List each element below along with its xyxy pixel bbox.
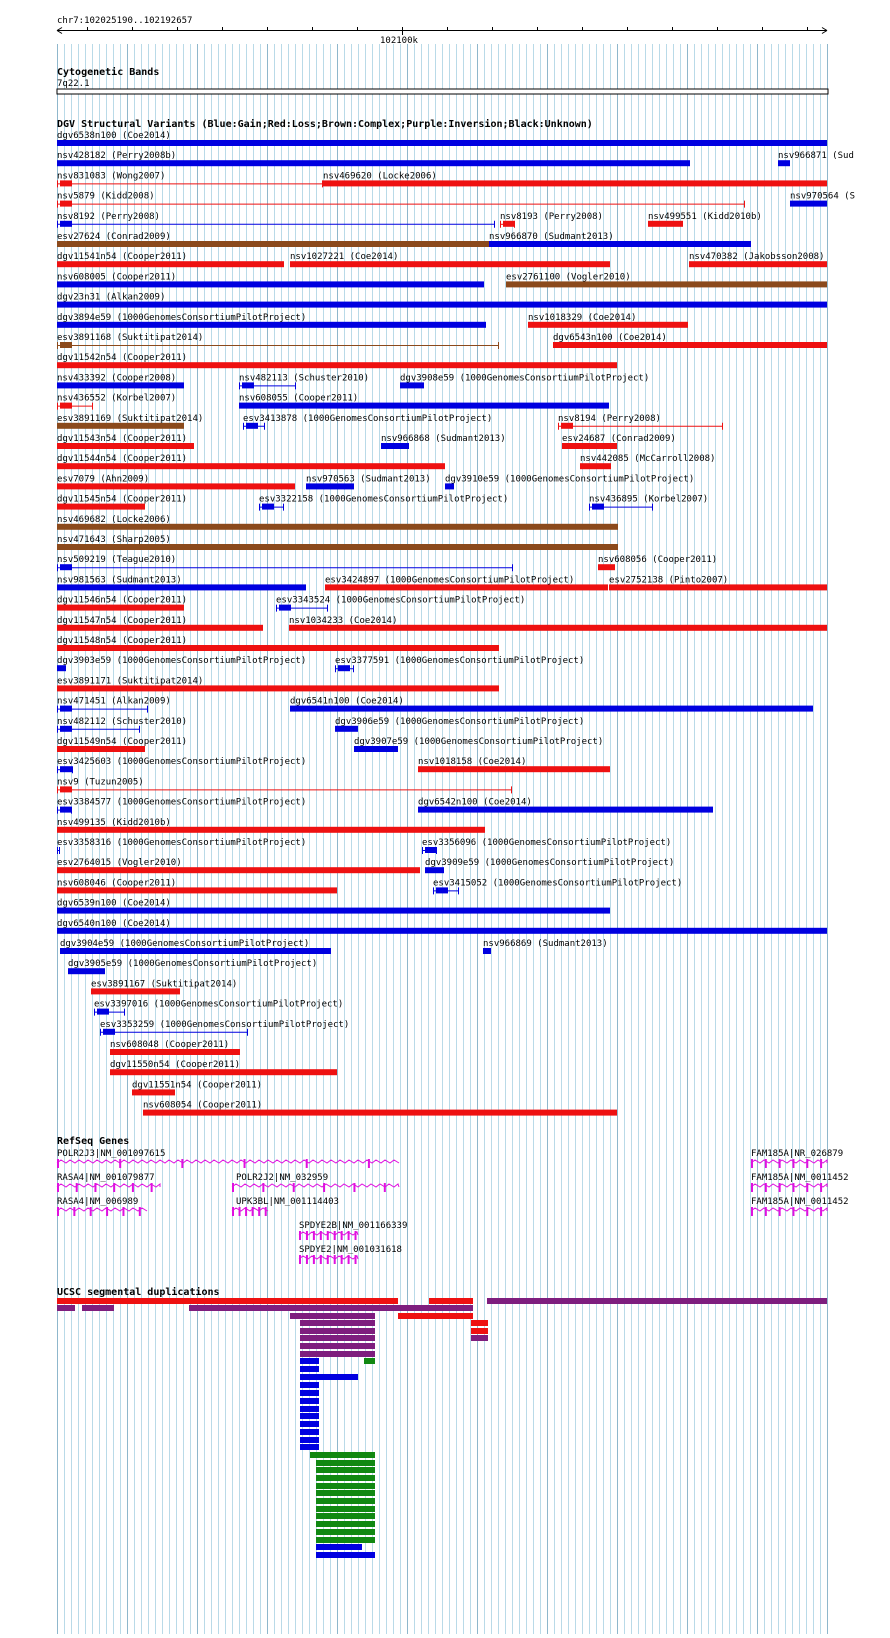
refseq-exon xyxy=(323,1183,325,1192)
dgv-feature-label: esv3384577 (1000GenomesConsortiumPilotProject) xyxy=(57,797,307,808)
refseq-exon xyxy=(262,1183,264,1192)
refseq-gene-intron xyxy=(232,1208,268,1211)
segdup-block xyxy=(57,1298,398,1304)
refseq-exon xyxy=(258,1207,260,1216)
segdup-block xyxy=(300,1437,319,1443)
refseq-exon xyxy=(94,1183,96,1192)
refseq-gene-label: SPDYE2B|NM_001166339 xyxy=(299,1221,408,1231)
dgv-feature-label: dgv6539n100 (Coe2014) xyxy=(57,898,171,909)
segdup-block xyxy=(398,1313,473,1319)
refseq-gene-label: FAM185A|NM_0011452 xyxy=(751,1173,849,1183)
refseq-exon xyxy=(57,1207,59,1216)
track-title-cytoband: Cytogenetic Bands xyxy=(57,67,160,78)
refseq-exon xyxy=(293,1183,295,1192)
refseq-exon xyxy=(73,1207,75,1216)
refseq-gene-label: UPK3BL|NM_001114403 xyxy=(236,1197,339,1207)
dgv-feature-label: nsv499135 (Kidd2010b) xyxy=(57,817,171,828)
refseq-exon xyxy=(765,1207,767,1216)
refseq-gene-intron xyxy=(751,1160,827,1163)
segdup-block xyxy=(316,1490,375,1496)
dgv-feature-label: nsv471643 (Sharp2005) xyxy=(57,535,171,545)
refseq-exon xyxy=(232,1207,234,1216)
dgv-feature-label: dgv11542n54 (Cooper2011) xyxy=(57,353,188,364)
dgv-feature-label: dgv11544n54 (Cooper2011) xyxy=(57,454,188,465)
refseq-exon xyxy=(76,1183,78,1192)
refseq-exon xyxy=(306,1255,308,1264)
refseq-exon xyxy=(348,1255,350,1264)
cytoband-label: 7q22.1 xyxy=(57,79,90,89)
segdup-block xyxy=(300,1398,319,1404)
dgv-feature-label: nsv8193 (Perry2008) xyxy=(500,211,603,222)
refseq-exon xyxy=(334,1231,336,1240)
dgv-feature-label: esv3425603 (1000GenomesConsortiumPilotProject) xyxy=(57,757,307,768)
dgv-feature-label: esv3356096 (1000GenomesConsortiumPilotProject) xyxy=(422,838,672,848)
dgv-feature-bar xyxy=(57,140,827,146)
dgv-feature-label: esv3413878 (1000GenomesConsortiumPilotProject) xyxy=(243,413,493,424)
dgv-feature-label: esv2752138 (Pinto2007) xyxy=(609,575,729,586)
dgv-feature-label: esv3424897 (1000GenomesConsortiumPilotProject) xyxy=(325,575,575,586)
dgv-feature-label: esv3353259 (1000GenomesConsortiumPilotProject) xyxy=(100,1019,350,1030)
refseq-exon xyxy=(384,1183,386,1192)
refseq-exon xyxy=(765,1159,767,1168)
dgv-feature-label: dgv3905e59 (1000GenomesConsortiumPilotProject) xyxy=(68,959,318,970)
refseq-gene-label: SPDYE2|NM_001031618 xyxy=(299,1245,402,1255)
refseq-gene-label: POLR2J2|NM_032959 xyxy=(236,1173,329,1183)
dgv-feature-label: dgv3903e59 (1000GenomesConsortiumPilotProject) xyxy=(57,656,307,667)
refseq-exon xyxy=(139,1207,141,1216)
refseq-exon xyxy=(90,1207,92,1216)
refseq-exon xyxy=(792,1183,794,1192)
dgv-feature-label: esv3891168 (Suktitipat2014) xyxy=(57,333,204,343)
dgv-feature-label: dgv3904e59 (1000GenomesConsortiumPilotProject) xyxy=(60,939,310,949)
dgv-feature-label: nsv442085 (McCarroll2008) xyxy=(580,454,716,465)
region-label: chr7:102025190..102192657 xyxy=(57,16,193,26)
refseq-exon xyxy=(119,1159,121,1168)
ruler-tick-label: 102100k xyxy=(380,36,418,46)
segdup-block xyxy=(316,1506,375,1512)
dgv-feature-label: dgv6540n100 (Coe2014) xyxy=(57,918,171,929)
segdup-block xyxy=(57,1305,75,1311)
dgv-feature-label: nsv831083 (Wong2007) xyxy=(57,171,166,182)
dgv-feature-label: dgv6538n100 (Coe2014) xyxy=(57,131,171,141)
refseq-exon xyxy=(299,1231,301,1240)
segdup-block xyxy=(316,1544,362,1550)
segdup-block xyxy=(300,1390,319,1396)
dgv-feature-label: nsv608005 (Cooper2011) xyxy=(57,272,177,283)
segdup-block xyxy=(364,1358,375,1364)
refseq-exon xyxy=(820,1207,822,1216)
refseq-exon xyxy=(334,1255,336,1264)
dgv-feature-label: nsv1034233 (Coe2014) xyxy=(289,615,398,626)
refseq-gene-label: RASA4|NM_001079877 xyxy=(57,1173,155,1183)
dgv-feature-label: nsv9 (Tuzun2005) xyxy=(57,777,144,788)
dgv-feature-label: dgv6542n100 (Coe2014) xyxy=(418,797,532,808)
dgv-feature-bar xyxy=(57,928,827,934)
dgv-feature-label: esv3891167 (Suktitipat2014) xyxy=(91,979,238,990)
refseq-gene-intron xyxy=(232,1184,399,1187)
dgv-feature-label: nsv981563 (Sudmant2013) xyxy=(57,575,182,586)
dgv-feature-label: dgv3908e59 (1000GenomesConsortiumPilotProject) xyxy=(400,373,650,384)
dgv-feature-label: nsv966869 (Sudmant2013) xyxy=(483,939,608,949)
dgv-feature-label: dgv11543n54 (Cooper2011) xyxy=(57,434,188,444)
segdup-block xyxy=(300,1429,319,1435)
refseq-exon xyxy=(751,1207,753,1216)
dgv-feature-label: dgv11550n54 (Cooper2011) xyxy=(110,1060,241,1071)
refseq-exon xyxy=(779,1207,781,1216)
dgv-feature-label: nsv1018329 (Coe2014) xyxy=(528,312,637,323)
refseq-exon xyxy=(244,1159,246,1168)
dgv-feature-label: esv3891169 (Suktitipat2014) xyxy=(57,413,204,424)
dgv-feature-bar xyxy=(57,302,827,308)
refseq-exon xyxy=(792,1159,794,1168)
segdup-block xyxy=(300,1382,319,1388)
segdup-block xyxy=(471,1320,488,1326)
cytoband-bar xyxy=(57,89,828,94)
dgv-feature-label: nsv966871 (Sud xyxy=(778,151,854,162)
refseq-exon xyxy=(779,1183,781,1192)
dgv-feature-label: esv2761100 (Vogler2010) xyxy=(506,272,631,283)
refseq-gene-intron xyxy=(57,1160,399,1163)
segdup-block xyxy=(300,1413,319,1419)
refseq-exon xyxy=(820,1183,822,1192)
dgv-feature-label: dgv11548n54 (Cooper2011) xyxy=(57,636,188,646)
track-title-segdup: UCSC segmental duplications xyxy=(57,1287,220,1298)
dgv-feature-label: nsv433392 (Cooper2008) xyxy=(57,373,177,384)
refseq-exon xyxy=(122,1207,124,1216)
label-margin xyxy=(0,62,57,92)
dgv-feature-label: nsv970563 (Sudmant2013) xyxy=(306,474,431,485)
dgv-feature-label: esv3377591 (1000GenomesConsortiumPilotProject) xyxy=(335,656,585,667)
dgv-feature-label: nsv1027221 (Coe2014) xyxy=(290,252,399,263)
segdup-block xyxy=(316,1537,375,1543)
segdup-block xyxy=(300,1343,375,1349)
refseq-exon xyxy=(265,1207,267,1216)
refseq-exon xyxy=(232,1183,234,1192)
segdup-block xyxy=(316,1467,375,1473)
segdup-block xyxy=(487,1298,827,1304)
refseq-exon xyxy=(57,1159,59,1168)
dgv-feature-label: nsv970564 (S xyxy=(790,191,856,202)
segdup-block xyxy=(300,1358,319,1364)
dgv-feature-label: nsv469682 (Locke2006) xyxy=(57,514,171,525)
dgv-feature-label: nsv608054 (Cooper2011) xyxy=(143,1100,263,1111)
dgv-feature-label: nsv469620 (Locke2006) xyxy=(323,171,437,182)
dgv-feature-label: esv24687 (Conrad2009) xyxy=(562,434,676,444)
segdup-block xyxy=(316,1529,375,1535)
refseq-exon xyxy=(320,1231,322,1240)
dgv-feature-label: nsv509219 (Teague2010) xyxy=(57,555,177,566)
segdup-block xyxy=(316,1513,375,1519)
dgv-feature-label: nsv499551 (Kidd2010b) xyxy=(648,211,762,222)
segdup-block xyxy=(300,1421,319,1427)
refseq-exon xyxy=(820,1159,822,1168)
refseq-gene-label: RASA4|NM_006989 xyxy=(57,1197,139,1207)
refseq-exon xyxy=(313,1231,315,1240)
dgv-feature-label: esv3397016 (1000GenomesConsortiumPilotProject) xyxy=(94,999,344,1010)
refseq-exon xyxy=(341,1255,343,1264)
segdup-block xyxy=(316,1498,375,1504)
segdup-block xyxy=(189,1305,473,1311)
refseq-exon xyxy=(348,1231,350,1240)
dgv-feature-label: dgv6543n100 (Coe2014) xyxy=(553,333,667,343)
dgv-feature-label: nsv608046 (Cooper2011) xyxy=(57,878,177,889)
dgv-feature-label: dgv11545n54 (Cooper2011) xyxy=(57,494,188,505)
dgv-feature-label: dgv3909e59 (1000GenomesConsortiumPilotProject) xyxy=(425,858,675,869)
dgv-feature-label: dgv11551n54 (Cooper2011) xyxy=(132,1080,263,1091)
refseq-gene-label: FAM185A|NM_0011452 xyxy=(751,1197,849,1207)
segdup-block xyxy=(290,1313,375,1319)
refseq-exon xyxy=(313,1255,315,1264)
dgv-feature-label: dgv3907e59 (1000GenomesConsortiumPilotProject) xyxy=(354,737,604,747)
dgv-feature-label: dgv11549n54 (Cooper2011) xyxy=(57,737,188,747)
segdup-block xyxy=(300,1351,375,1357)
segdup-block xyxy=(300,1328,375,1334)
dgv-feature-label: esv3415052 (1000GenomesConsortiumPilotProject) xyxy=(433,878,683,889)
refseq-exon xyxy=(355,1255,357,1264)
dgv-feature-label: nsv482112 (Schuster2010) xyxy=(57,716,188,727)
segdup-block xyxy=(471,1328,488,1334)
dgv-feature-label: nsv1018158 (Coe2014) xyxy=(418,757,527,768)
dgv-feature-label: nsv966870 (Sudmant2013) xyxy=(489,232,614,242)
segdup-block xyxy=(300,1320,375,1326)
refseq-exon xyxy=(239,1207,241,1216)
dgv-feature-label: esv3891171 (Suktitipat2014) xyxy=(57,676,204,687)
dgv-feature-label: esv3343524 (1000GenomesConsortiumPilotProject) xyxy=(276,595,526,606)
dgv-feature-label: esv3322158 (1000GenomesConsortiumPilotProject) xyxy=(259,494,509,505)
refseq-gene-label: POLR2J3|NM_001097615 xyxy=(57,1149,166,1159)
refseq-exon xyxy=(181,1159,183,1168)
refseq-exon xyxy=(806,1207,808,1216)
dgv-feature-label: dgv11546n54 (Cooper2011) xyxy=(57,595,188,606)
refseq-exon xyxy=(806,1183,808,1192)
dgv-feature-label: esv7079 (Ahn2009) xyxy=(57,474,150,485)
dgv-feature-label: nsv482113 (Schuster2010) xyxy=(239,373,370,384)
refseq-exon xyxy=(113,1183,115,1192)
segdup-block xyxy=(316,1552,375,1558)
segdup-block xyxy=(471,1335,488,1341)
segdup-block xyxy=(316,1521,375,1527)
segdup-block xyxy=(300,1406,319,1412)
refseq-exon xyxy=(751,1183,753,1192)
dgv-feature-label: esv2764015 (Vogler2010) xyxy=(57,858,182,869)
segdup-block xyxy=(316,1475,375,1481)
dgv-feature-label: dgv6541n100 (Coe2014) xyxy=(290,696,404,707)
track-title-refseq: RefSeq Genes xyxy=(57,1136,130,1147)
segdup-block xyxy=(310,1452,375,1458)
refseq-gene-label: FAM185A|NR_026879 xyxy=(751,1149,844,1159)
refseq-gene-intron xyxy=(751,1184,827,1187)
dgv-feature-label: nsv608048 (Cooper2011) xyxy=(110,1040,230,1050)
refseq-exon xyxy=(341,1231,343,1240)
refseq-exon xyxy=(327,1255,329,1264)
refseq-exon xyxy=(368,1159,370,1168)
refseq-exon xyxy=(327,1231,329,1240)
dgv-feature-label: dgv11541n54 (Cooper2011) xyxy=(57,252,188,263)
refseq-exon xyxy=(106,1207,108,1216)
dgv-feature-label: nsv5879 (Kidd2008) xyxy=(57,191,155,202)
segdup-block xyxy=(300,1366,319,1372)
dgv-feature-label: esv27624 (Conrad2009) xyxy=(57,232,171,242)
refseq-exon xyxy=(245,1207,247,1216)
refseq-gene-intron xyxy=(751,1208,827,1211)
dgv-feature-label: dgv3910e59 (1000GenomesConsortiumPilotProject) xyxy=(445,474,695,485)
segdup-block xyxy=(300,1335,375,1341)
refseq-exon xyxy=(306,1231,308,1240)
dgv-feature-label: dgv23n31 (Alkan2009) xyxy=(57,292,166,303)
refseq-exon xyxy=(751,1159,753,1168)
dgv-feature-label: dgv3906e59 (1000GenomesConsortiumPilotProject) xyxy=(335,716,585,727)
segdup-block xyxy=(300,1374,358,1380)
refseq-exon xyxy=(57,1183,59,1192)
dgv-feature-label: nsv8194 (Perry2008) xyxy=(558,413,661,424)
refseq-gene-intron xyxy=(57,1208,147,1211)
refseq-exon xyxy=(306,1159,308,1168)
dgv-feature-label: esv3358316 (1000GenomesConsortiumPilotProject) xyxy=(57,838,307,848)
refseq-exon xyxy=(132,1183,134,1192)
segdup-block xyxy=(300,1444,319,1450)
refseq-exon xyxy=(779,1159,781,1168)
dgv-feature-label: nsv436552 (Korbel2007) xyxy=(57,393,177,404)
refseq-exon xyxy=(151,1183,153,1192)
dgv-feature-label: nsv470382 (Jakobsson2008) xyxy=(689,252,825,263)
dgv-feature-label: nsv608055 (Cooper2011) xyxy=(239,393,359,404)
refseq-exon xyxy=(806,1159,808,1168)
dgv-feature-label: nsv8192 (Perry2008) xyxy=(57,211,160,222)
dgv-feature-label: nsv471451 (Alkan2009) xyxy=(57,696,171,707)
refseq-gene-intron xyxy=(57,1184,160,1187)
dgv-feature-label: nsv436895 (Korbel2007) xyxy=(589,494,709,505)
segdup-block xyxy=(316,1483,375,1489)
refseq-exon xyxy=(355,1231,357,1240)
track-title-dgv: DGV Structural Variants (Blue:Gain;Red:Loss;Brown:Complex;Purple:Inversion;Black:Unknown) xyxy=(57,119,593,130)
dgv-feature-label: nsv966868 (Sudmant2013) xyxy=(381,434,506,444)
dgv-feature-label: dgv3894e59 (1000GenomesConsortiumPilotProject) xyxy=(57,312,307,323)
dgv-feature-label: dgv11547n54 (Cooper2011) xyxy=(57,615,188,626)
dgv-feature-label: nsv608056 (Cooper2011) xyxy=(598,555,718,566)
refseq-exon xyxy=(765,1183,767,1192)
refseq-exon xyxy=(252,1207,254,1216)
refseq-exon xyxy=(299,1255,301,1264)
dgv-feature-label: nsv428182 (Perry2008b) xyxy=(57,151,177,162)
segdup-block xyxy=(316,1460,375,1466)
refseq-exon xyxy=(353,1183,355,1192)
refseq-exon xyxy=(792,1207,794,1216)
segdup-block xyxy=(429,1298,473,1304)
refseq-exon xyxy=(320,1255,322,1264)
segdup-block xyxy=(82,1305,114,1311)
